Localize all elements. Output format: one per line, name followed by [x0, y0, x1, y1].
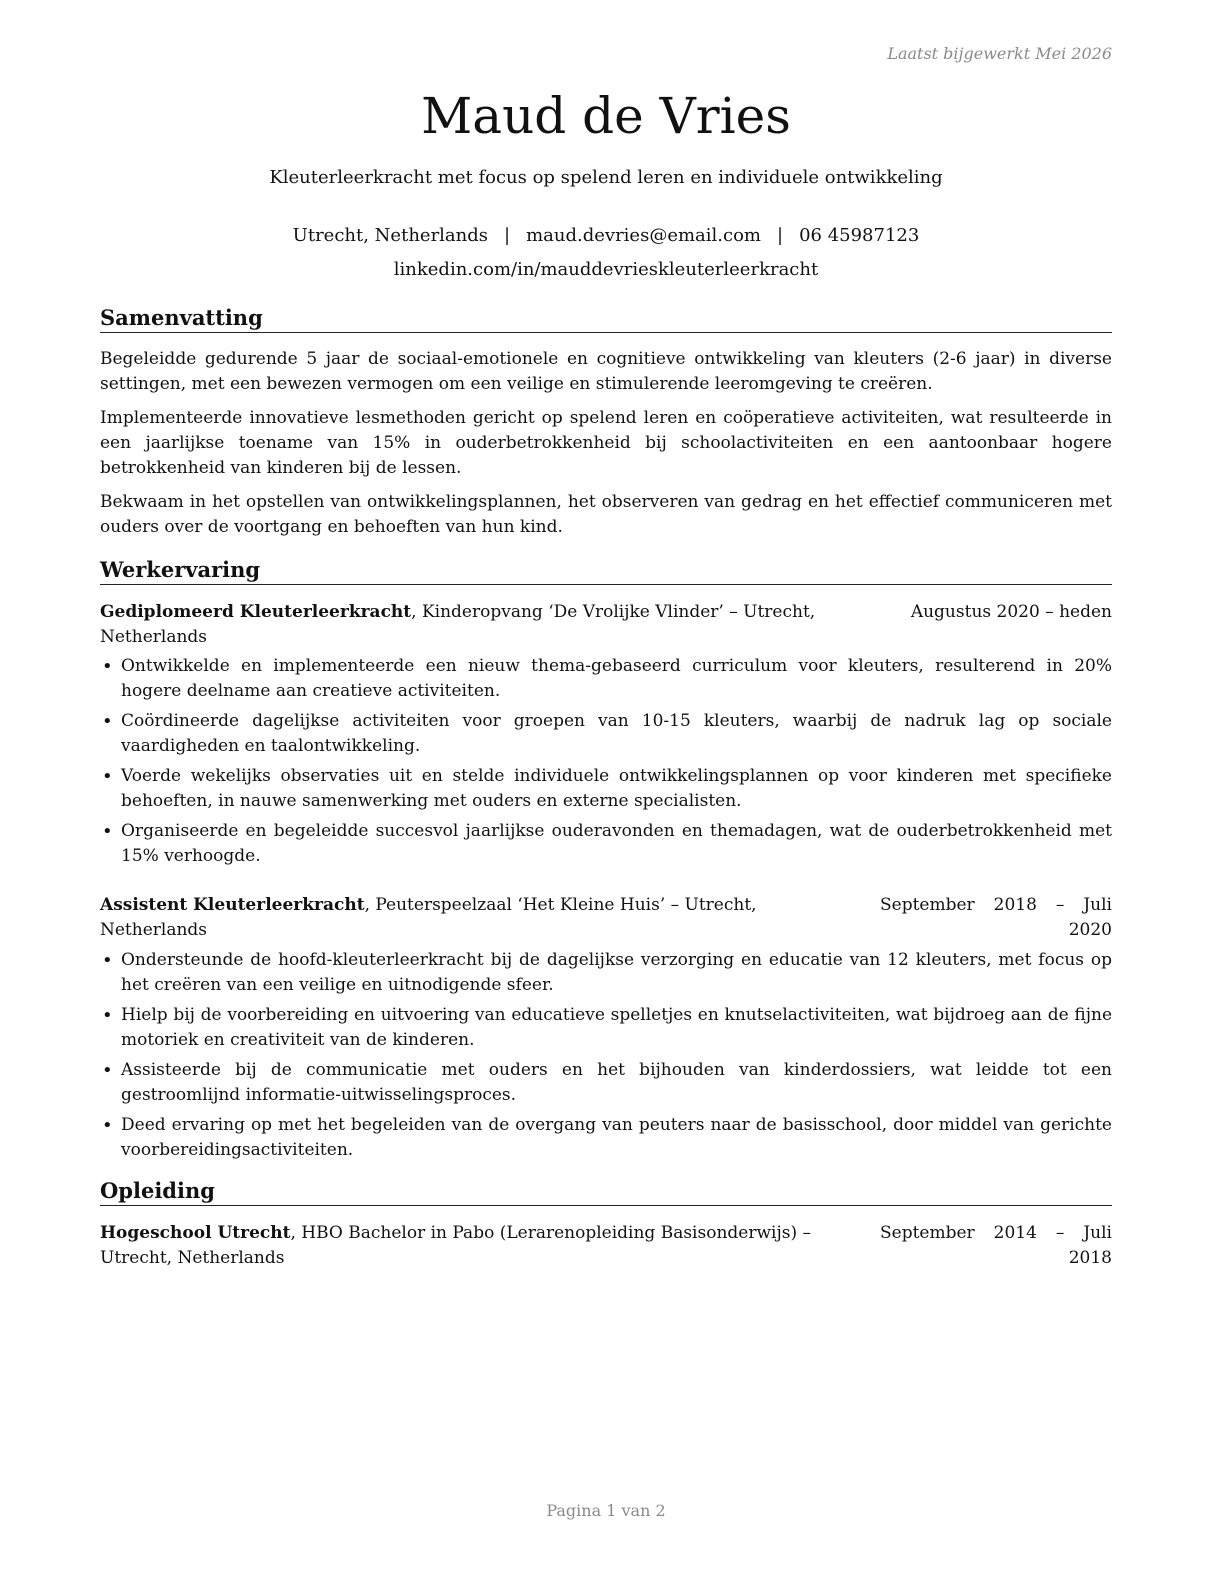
list-item: • Coördineerde dagelijkse activiteiten voor groepen van 10-15 kleuters, waarbij de nadruk lag op sociale vaardigheden en taalontwikkeling. [100, 709, 1112, 759]
education-title-line [100, 1221, 876, 1271]
section-title-experience: Werkervaring [100, 557, 1112, 585]
education-dates: September 2014 – Juli 2018 [880, 1223, 1112, 1268]
list-item: • Voerde wekelijks observaties uit en stelde individuele ontwikkelingsplannen op voor kinderen met specifieke behoeften, in nauwe samenwerking met ouders en externe specialisten. [100, 764, 1112, 814]
summary-paragraph: Begeleidde gedurende 5 jaar de sociaal-emotionele en cognitieve ontwikkeling van kleuters (2-6 jaar) in diverse settingen, met een bewezen vermogen om een veilige en stimulerende leeromgeving te creëren. [100, 349, 1112, 394]
contact-phone: 06 45987123 [799, 225, 920, 246]
list-item: • Assisteerde bij de communicatie met ouders en het bijhouden van kinderdossiers, wat leidde tot een gestroomlijnd informatie-uitwisselingsproces. [100, 1058, 1112, 1108]
list-item: • Ondersteunde de hoofd-kleuterleerkracht bij de dagelijkse verzorging en educatie van 12 kleuters, met focus op het creëren van een veilige en uitnodigende sfeer. [100, 948, 1112, 998]
summary-paragraph: Bekwaam in het opstellen van ontwikkelingsplannen, het observeren van gedrag en het effectief communiceren met ouders over de voortgang en behoeften van hun kind. [100, 492, 1112, 537]
job-dates: Augustus 2020 – heden [910, 602, 1112, 622]
contact-line [100, 219, 1112, 253]
education-header [100, 1221, 1112, 1271]
candidate-name: Maud de Vries [421, 87, 791, 145]
contact-block [100, 219, 1112, 287]
summary-paragraph: Implementeerde innovatieve lesmethoden gericht op spelend leren en coöperatieve activiteiten, wat resulteerde in een jaarlijkse toename van 15% in ouderbetrokkenheid bij schoolactiviteiten en een aantoonbaar hogere betrokkenheid van kinderen bij de lessen. [100, 408, 1112, 478]
last-updated-note: Laatst bijgewerkt Mei 2026 [887, 44, 1112, 63]
contact-separator: | [777, 225, 784, 246]
job-role: Assistent Kleuterleerkracht [100, 895, 365, 915]
list-item: • Organiseerde en begeleidde succesvol jaarlijkse ouderavonden en themadagen, wat de ouderbetrokkenheid met 15% verhoogde. [100, 819, 1112, 869]
job-organization: , Kinderopvang ‘De Vrolijke Vlinder’ – Utrecht, Netherlands [100, 602, 816, 647]
job-bullets [100, 654, 1112, 874]
job-title-line [100, 600, 881, 650]
list-item: • Ontwikkelde en implementeerde een nieuw thema-gebaseerd curriculum voor kleuters, resulterend in 20% hogere deelname aan creatieve activiteiten. [100, 654, 1112, 704]
contact-email[interactable]: maud.devries@email.com [526, 225, 761, 246]
job-dates: September 2018 – Juli 2020 [880, 895, 1112, 940]
page-number: Pagina 1 van 2 [546, 1501, 666, 1520]
education-degree: , HBO Bachelor in Pabo (Lerarenopleiding Basisonderwijs) – Utrecht, Netherlands [100, 1223, 811, 1268]
job-role: Gediplomeerd Kleuterleerkracht [100, 602, 412, 622]
list-item: • Deed ervaring op met het begeleiden van de overgang van peuters naar de basisschool, door middel van gerichte voorbereidingsactiviteiten. [100, 1113, 1112, 1163]
job-title-line [100, 893, 850, 943]
job-header [100, 600, 1112, 650]
contact-location: Utrecht, Netherlands [292, 225, 489, 246]
list-item: • Hielp bij de voorbereiding en uitvoering van educatieve spelletjes en knutselactiviteiten, wat bijdroeg aan de fijne motoriek en creativiteit van de kinderen. [100, 1003, 1112, 1053]
job-bullets [100, 948, 1112, 1168]
section-title-education: Opleiding [100, 1178, 1112, 1206]
section-title-summary: Samenvatting [100, 305, 1112, 333]
job-organization: , Peuterspeelzaal ‘Het Kleine Huis’ – Utrecht, Netherlands [100, 895, 757, 940]
job-header [100, 893, 1112, 943]
contact-linkedin[interactable]: linkedin.com/in/mauddevrieskleuterleerkracht [393, 259, 819, 280]
education-school: Hogeschool Utrecht [100, 1223, 291, 1243]
candidate-headline: Kleuterleerkracht met focus op spelend leren en individuele ontwikkeling [269, 167, 943, 188]
contact-separator: | [504, 225, 511, 246]
resume-page [100, 0, 1112, 1584]
